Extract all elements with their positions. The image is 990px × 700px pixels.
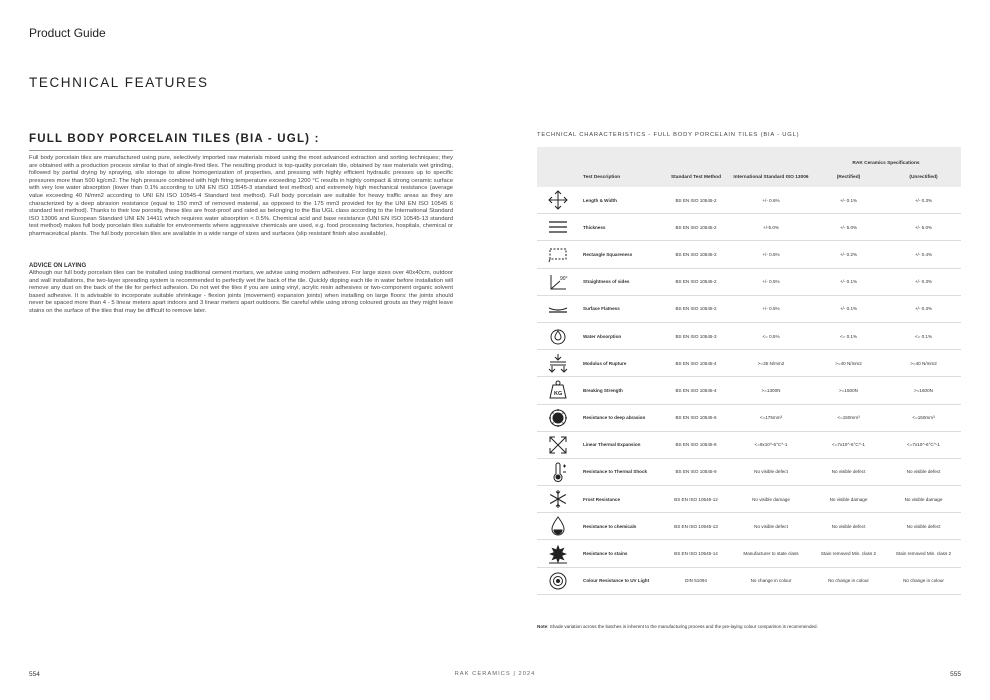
footer-brand: RAK CERAMICS | 2024 — [454, 671, 536, 677]
uv-light-icon — [548, 571, 568, 591]
thermometer-icon — [548, 462, 568, 482]
abrasion-icon — [548, 408, 568, 428]
weight-icon — [548, 380, 568, 400]
table-row: Colour Resistance to UV Light DIN 51094 No change in colour No change in colour No change in colour — [537, 567, 961, 594]
table-row: Resistance to stains BS EN ISO 10545-14 Manufacturer to state class Stain removed Min. class 2 Stain removed Min. class 2 — [537, 540, 961, 567]
table-row: Modulus of Rupture BS EN ISO 10545-4 >=35 N/mm2 >=40 N/mm2 >=40 N/mm2 — [537, 350, 961, 377]
left-heading: FULL BODY PORCELAIN TILES (BIA - UGL) : — [29, 133, 320, 145]
specs-table — [537, 147, 961, 595]
rupture-icon — [548, 353, 568, 373]
table-row: Resistance to deep abrasion BS EN ISO 10545-6 <=175mm³ <=150mm³ <=150mm³ — [537, 404, 961, 431]
intro-paragraph: Full body porcelain tiles are manufactured using pure, selectively imported raw materials mixed using the most advanced extraction and sorting techniques; they are obtained with a production process similar to that of single-fired tiles. The resulting product is top-quality porcelain tile, obtained by raw materials wet grinding, followed by partial drying by spraying, silo storage to allow homogenization of properties, and pressing with highly efficient hydraulic presses up to specific pressures more than 500 kg/cm2. The high pressure combined with high firing temperature exceeding 1200 °C results in highly compact & strong ceramic surface with very low water absorption (lower than 0.1% according to UNI EN ISO 10545-3 standard test method) and extremely high mechanical resistance (average value exceeding 40 N/mm2 according to UNI EN ISO 10545-4 Standard test method). Full body porcelain are suitable for heavy traffic areas as they are characterized by a deep abrasion resistance (equal to 150 mm3 of removed material, as opposed to the 175 mm3 provided for by the UNI EN ISO 10545 6 standard test method). Thanks to their low porosity, these tiles are frost-proof and rated as belonging to the Bia UGL class according to the International Standard ISO 13006 and European Standard UNI EN 14411 which requires water absorption < 0.5%. Chemical acid and base resistance (UNI EN ISO 10545-13 standard test method) makes full body porcelain tiles suitable for environments where aggressive chemicals are used, e.g. food processing factories, hospitals, chemical or pharmaceutical plants. The full body porcelain tiles are available in a wide range of sizes and surfaces (slip resistant finish also available). — [29, 155, 453, 237]
col-header-iso: International Standard ISO 13006 — [731, 167, 811, 187]
page-number-right: 555 — [950, 671, 961, 678]
heading-rule — [29, 150, 453, 151]
col-header-method: Standard Test Method — [661, 167, 731, 187]
page-number-left: 554 — [29, 671, 40, 678]
table-row: Surface Flatness BS EN ISO 10545-2 +/- 0.5% +/- 0.1% +/- 0.3% — [537, 295, 961, 322]
svg-text:KG: KG — [554, 391, 563, 398]
col-header-rectified: (Rectified) — [811, 167, 886, 187]
table-row: KG Breaking Strength BS EN ISO 10545-4 >=1300N >=1500N >=1600N — [537, 377, 961, 404]
table-row: Water Absorption BS EN ISO 10545-3 <= 0.5% <= 0.1% <= 0.1% — [537, 322, 961, 349]
chemical-drop-icon — [548, 516, 568, 536]
table-title: TECHNICAL CHARACTERISTICS - FULL BODY PORCELAIN TILES (BIA - UGL) — [537, 132, 800, 138]
table-row: Thickness BS EN ISO 10545-2 +/-5.0% +/- 5.0% +/- 5.0% — [537, 214, 961, 241]
advice-heading: ADVICE ON LAYING — [29, 263, 87, 269]
expansion-icon — [548, 435, 568, 455]
stain-icon — [548, 544, 568, 564]
flatness-icon — [548, 299, 568, 319]
thickness-icon — [548, 217, 568, 237]
svg-text:90°: 90° — [560, 275, 568, 282]
table-row: Linear Thermal Expansion BS EN ISO 10545-8 <=9x10^-6°C^-1 <=7x10^-6°C^-1 <=7x10^-6°C^-1 — [537, 431, 961, 458]
table-row: Length & Width BS EN ISO 10545-2 +/- 0.6% +/- 0.1% +/- 0.3% — [537, 187, 961, 214]
col-header-description: Test Description — [579, 167, 661, 187]
note-text: : Shade variation across the batches is inherent to the manufacturing process and the pre-laying colour comparison is recommended. — [547, 624, 818, 629]
group-header: RAK Ceramics Specifications — [811, 147, 961, 167]
col-header-unrectified: (Unrectified) — [886, 167, 961, 187]
table-note — [537, 624, 818, 629]
straightness-icon — [548, 272, 568, 292]
section-title: TECHNICAL FEATURES — [29, 75, 209, 90]
note-label: Note — [537, 624, 548, 629]
document-title: Product Guide — [29, 26, 106, 40]
water-drop-icon — [548, 326, 568, 346]
table-row: Resistance to Thermal Shock BS EN ISO 10545-9 No visible defect No visible defect No visible defect — [537, 458, 961, 485]
arrows-icon — [548, 190, 568, 210]
snowflake-icon — [548, 489, 568, 509]
table-row: 90° Straightness of sides BS EN ISO 10545-2 +/- 0.5% +/- 0.1% +/- 0.3% — [537, 268, 961, 295]
table-row: Frost Resistance BS EN ISO 10545-12 No visible damage No visible damage No visible damage — [537, 486, 961, 513]
table-row: Rectangle Squareness BS EN ISO 10545-2 +/- 0.5% +/- 0.2% +/- 0.4% — [537, 241, 961, 268]
advice-paragraph: Although our full body porcelain tiles can be installed using traditional cement mortars, we advise using modern adhesives. For large sizes over 40x40cm, outdoor and wall installations, the two-layer spreading system is recommended to perfectly wet the back of the tile. Quickly dipping each tile in water before installation will remove any dust on the back of the tile for perfect adhesion. Do not wet the tiles if you are using vinyl, acrylic resin adhesives or two-component organic solvent based adhesive. It is advisable to incorporate suitable shrinkage - flexion joints (movement) expansion joints) when installing on large floors: the joints should never be spaced more than 4 - 5 linear meters apart indoors and 3 linear meters apart outdoors. Be careful while using strong coloured grouts as they might leave stains on the surface of the tiles that may be difficult to remove later. — [29, 270, 453, 314]
squareness-icon — [548, 244, 568, 264]
table-row: Resistance to chemicals BS EN ISO 10545-13 No visible defect No visible defect No visible defect — [537, 513, 961, 540]
